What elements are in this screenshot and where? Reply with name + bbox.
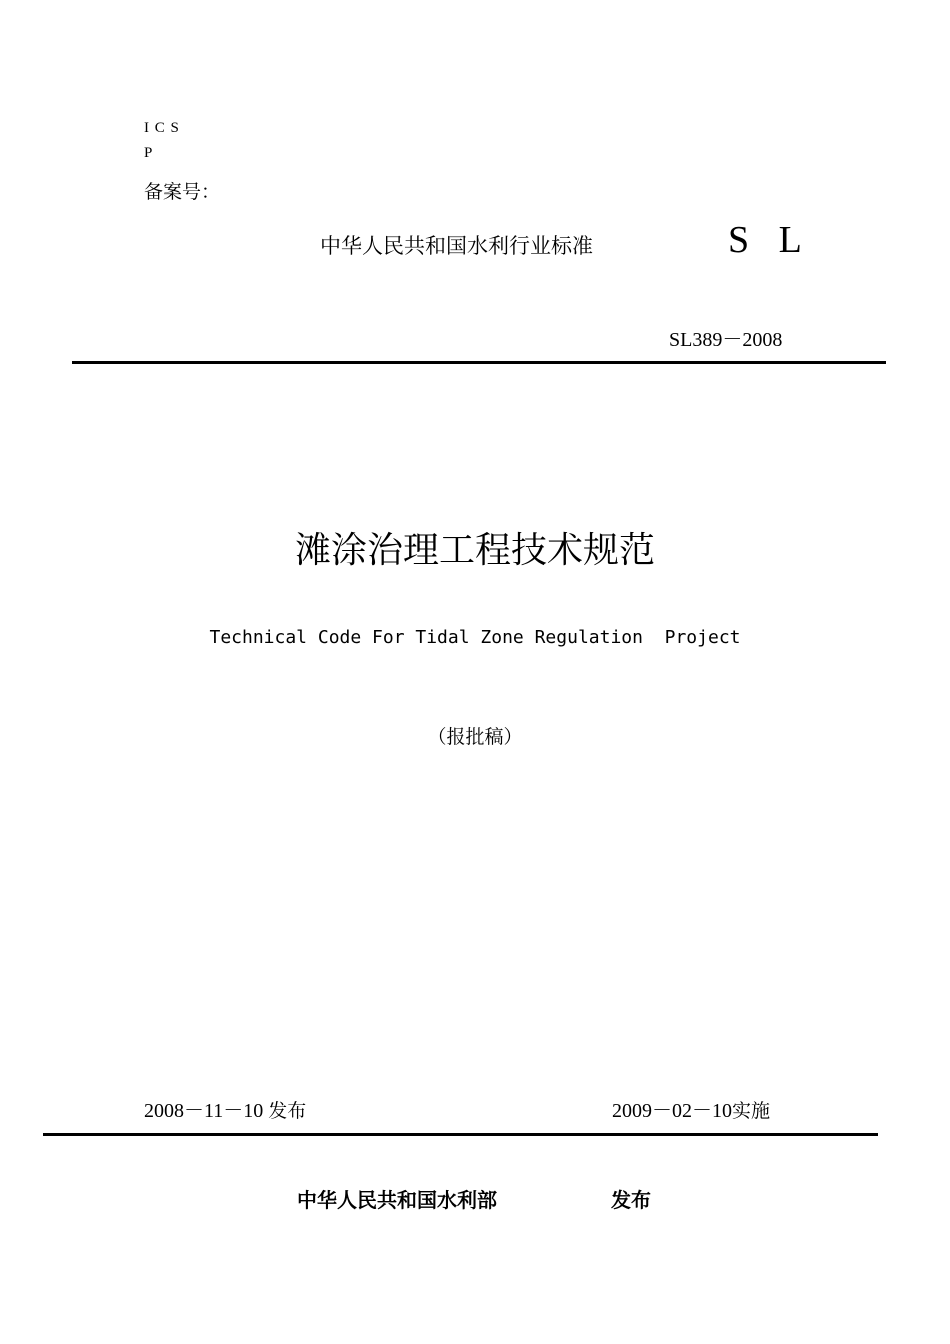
standard-category-title: 中华人民共和国水利行业标准 — [320, 234, 593, 258]
top-divider — [72, 361, 886, 364]
implement-date-line — [612, 1098, 770, 1124]
record-number-label: 备案号： — [144, 181, 221, 203]
publish-label: 发布 — [611, 1188, 651, 1212]
bottom-divider — [43, 1133, 878, 1136]
document-title: 滩涂治理工程技术规范 — [294, 530, 655, 571]
draft-status: （报批稿） — [427, 726, 523, 748]
issue-label: 发布 — [268, 1100, 307, 1122]
issue-date-line — [144, 1098, 306, 1124]
implement-label: 实施 — [732, 1100, 771, 1122]
publisher-name: 中华人民共和国水利部 — [297, 1188, 497, 1212]
document-title-english: Technical Code For Tidal Zone Regulation Project — [209, 627, 741, 648]
classification-code: P — [144, 145, 153, 161]
standard-mark: S L — [728, 219, 812, 261]
ics-code: I C S — [144, 120, 180, 136]
standard-number: SL389－2008 — [669, 329, 783, 351]
issue-date: 2008－11－10 — [144, 1100, 264, 1122]
implement-date: 2009－02－10 — [612, 1100, 732, 1122]
